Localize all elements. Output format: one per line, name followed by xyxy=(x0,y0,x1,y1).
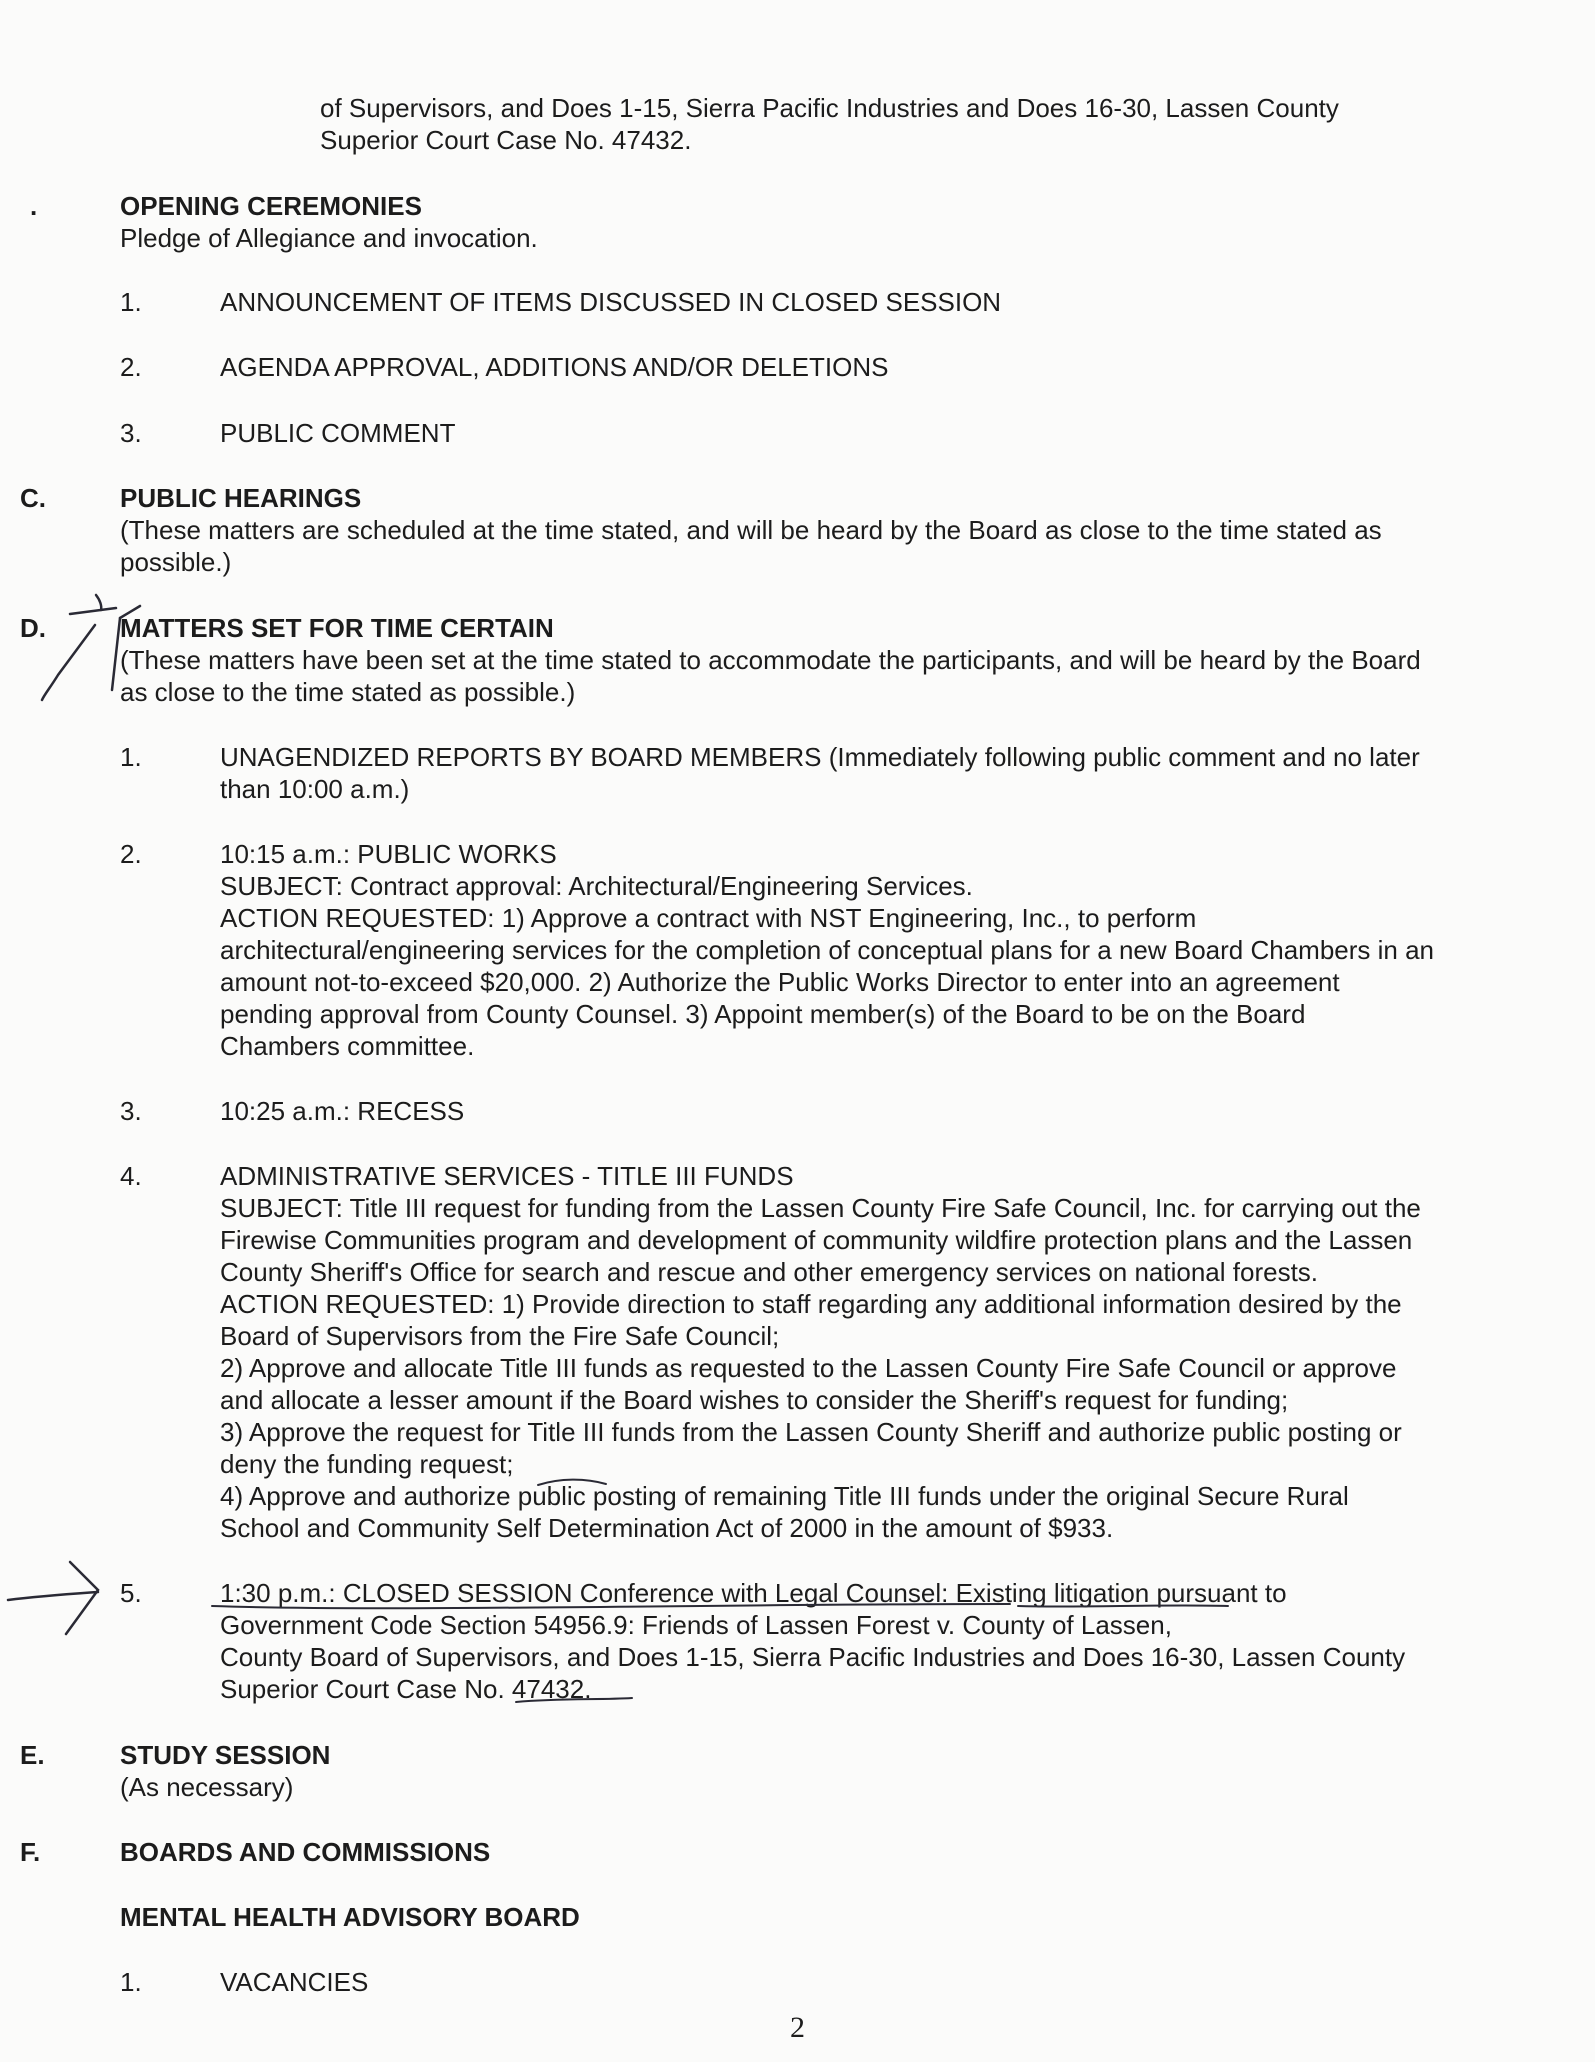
section-e-title: STUDY SESSION xyxy=(120,1740,331,1770)
d-item-2-line: pending approval from County Counsel. 3) Appoint member(s) of the Board to be on the Board xyxy=(220,999,1306,1029)
section-e-letter: E. xyxy=(20,1740,45,1770)
b-item-1-num: 1. xyxy=(120,287,142,317)
d-item-2-line: ACTION REQUESTED: 1) Approve a contract with NST Engineering, Inc., to perform xyxy=(220,903,1197,933)
d-item-2-line: amount not-to-exceed $20,000. 2) Authorize the Public Works Director to enter into an agreement xyxy=(220,967,1340,997)
pen-arrow-right-icon xyxy=(8,1562,98,1634)
d-item-4-line: and allocate a lesser amount if the Board wishes to consider the Sheriff's request for funding; xyxy=(220,1385,1289,1415)
d-item-4-line: Firewise Communities program and development of community wildfire protection plans and the Lassen xyxy=(220,1225,1413,1255)
d-item-4-line: School and Community Self Determination Act of 2000 in the amount of $933. xyxy=(220,1513,1114,1543)
section-b-title: OPENING CEREMONIES xyxy=(120,191,422,221)
d-item-2-line: SUBJECT: Contract approval: Architectural/Engineering Services. xyxy=(220,871,973,901)
section-c-desc-1: (These matters are scheduled at the time stated, and will be heard by the Board as close to the time stated as xyxy=(120,515,1382,545)
section-f-subtitle: MENTAL HEALTH ADVISORY BOARD xyxy=(120,1902,580,1932)
d-item-1-num: 1. xyxy=(120,742,142,772)
d-item-3-num: 3. xyxy=(120,1096,142,1126)
section-d-desc-2: as close to the time stated as possible.) xyxy=(120,677,576,707)
section-d-title: MATTERS SET FOR TIME CERTAIN xyxy=(120,613,554,643)
intro-line-1: of Supervisors, and Does 1-15, Sierra Pacific Industries and Does 16-30, Lassen County xyxy=(320,93,1339,123)
section-c-title: PUBLIC HEARINGS xyxy=(120,483,362,513)
d-item-4-line: ADMINISTRATIVE SERVICES - TITLE III FUNDS xyxy=(220,1161,794,1191)
d-item-5-num: 5. xyxy=(120,1578,142,1608)
section-b-desc: Pledge of Allegiance and invocation. xyxy=(120,223,538,253)
section-b-letter: . xyxy=(30,191,38,221)
d-item-4-line: 2) Approve and allocate Title III funds as requested to the Lassen County Fire Safe Council or approve xyxy=(220,1353,1397,1383)
d-item-5-line: Superior Court Case No. 47432. xyxy=(220,1674,592,1704)
section-c-letter: C. xyxy=(20,483,46,513)
section-c-desc-2: possible.) xyxy=(120,547,232,577)
d-item-4-line: deny the funding request; xyxy=(220,1449,514,1479)
b-item-3-num: 3. xyxy=(120,418,142,448)
d-item-4-num: 4. xyxy=(120,1161,142,1191)
d-item-4-line: 4) Approve and authorize public posting of remaining Title III funds under the original Secure Rural xyxy=(220,1481,1349,1511)
d-item-1-line: UNAGENDIZED REPORTS BY BOARD MEMBERS (Immediately following public comment and no later xyxy=(220,742,1420,772)
section-e-desc: (As necessary) xyxy=(120,1772,294,1802)
d-item-5-line: Government Code Section 54956.9: Friends of Lassen Forest v. County of Lassen, xyxy=(220,1610,1172,1640)
d-item-1-line: than 10:00 a.m.) xyxy=(220,774,410,804)
d-item-4-line: 3) Approve the request for Title III funds from the Lassen County Sheriff and authorize public posting or xyxy=(220,1417,1402,1447)
intro-line-2: Superior Court Case No. 47432. xyxy=(320,125,692,155)
d-item-2-num: 2. xyxy=(120,839,142,869)
b-item-2-num: 2. xyxy=(120,352,142,382)
b-item-3-text: PUBLIC COMMENT xyxy=(220,418,456,448)
section-d-desc-1: (These matters have been set at the time stated to accommodate the participants, and will be heard by the Board xyxy=(120,645,1421,675)
section-f-title: BOARDS AND COMMISSIONS xyxy=(120,1837,491,1867)
section-f-letter: F. xyxy=(20,1837,41,1867)
d-item-2-line: 10:15 a.m.: PUBLIC WORKS xyxy=(220,839,557,869)
d-item-5-line: County Board of Supervisors, and Does 1-15, Sierra Pacific Industries and Does 16-30, Lassen County xyxy=(220,1642,1406,1672)
f-item-1-text: VACANCIES xyxy=(220,1967,369,1997)
d-item-2-line: Chambers committee. xyxy=(220,1031,475,1061)
b-item-2-text: AGENDA APPROVAL, ADDITIONS AND/OR DELETIONS xyxy=(220,352,889,382)
b-item-1-text: ANNOUNCEMENT OF ITEMS DISCUSSED IN CLOSED SESSION xyxy=(220,287,1002,317)
d-item-5-line: 1:30 p.m.: CLOSED SESSION Conference with Legal Counsel: Existing litigation pursuant to xyxy=(220,1578,1287,1608)
d-item-4-line: ACTION REQUESTED: 1) Provide direction to staff regarding any additional information desired by the xyxy=(220,1289,1402,1319)
f-item-1-num: 1. xyxy=(120,1967,142,1997)
d-item-4-line: Board of Supervisors from the Fire Safe Council; xyxy=(220,1321,780,1351)
d-item-4-line: County Sheriff's Office for search and rescue and other emergency services on national forests. xyxy=(220,1257,1319,1287)
section-d-letter: D. xyxy=(20,613,46,643)
d-item-2-line: architectural/engineering services for the completion of conceptual plans for a new Board Chambers in an xyxy=(220,935,1435,965)
d-item-3-line: 10:25 a.m.: RECESS xyxy=(220,1096,465,1126)
page-number: 2 xyxy=(790,2011,805,2044)
d-item-4-line: SUBJECT: Title III request for funding from the Lassen County Fire Safe Council, Inc. for carrying out the xyxy=(220,1193,1421,1223)
